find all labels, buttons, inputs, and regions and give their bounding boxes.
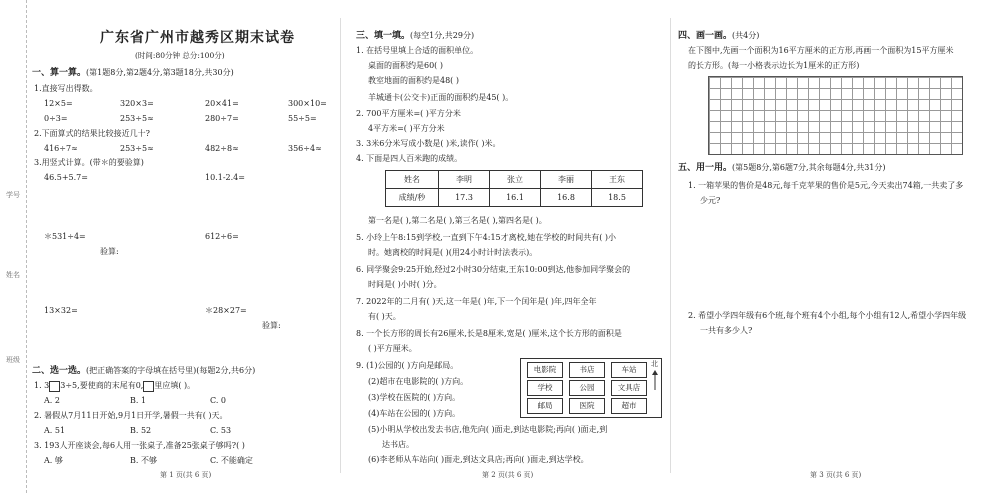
section-1-title: 一、算一算。 — [32, 68, 87, 78]
table-cell: 18.5 — [592, 189, 643, 207]
section-1-note: (第1题8分,第2题4分,第3题18分,共30分) — [86, 68, 234, 77]
choice-option: A. 够 — [44, 456, 63, 465]
choice-option: C. 53 — [210, 426, 232, 435]
table-cell: 16.1 — [490, 189, 541, 207]
choice-option: B. 1 — [130, 396, 147, 405]
section-4-title: 四、画一画。 — [678, 31, 733, 41]
section-2-note: (把正确答案的字母填在括号里)(每题2分,共6分) — [86, 366, 256, 375]
choice-option: A. 51 — [44, 426, 66, 435]
section-1-heading — [32, 67, 234, 79]
exam-page-2 — [340, 0, 670, 493]
section-4-heading — [678, 30, 759, 42]
section-5-note: (第5题8分,第6题7分,其余每题4分,共31分) — [732, 163, 886, 172]
fill-question-5: 5. 小玲上午8:15到学校,一直到下午4:15才离校,她在学校的时间共有( )小 — [356, 233, 616, 242]
section-4-note: (共4分) — [732, 31, 760, 40]
page-footer: 第 1 页(共 6 页) — [160, 471, 212, 479]
fill-item: 达书店。 — [382, 440, 414, 449]
vertical-calc-item: 612÷6= — [205, 232, 239, 241]
calc-item: 280÷7= — [205, 114, 239, 123]
vertical-calc-item: 13×32= — [44, 306, 78, 315]
margin-label-class: 班级 — [6, 356, 20, 364]
table-row — [386, 189, 643, 207]
map-place-post-office: 邮局 — [527, 398, 563, 414]
exam-subtitle: (时间:80分钟 总分:100分) — [135, 51, 225, 60]
map-place-stationery: 文具店 — [611, 380, 647, 396]
vertical-calc-item: ＊28×27= — [205, 306, 247, 315]
fill-item: 时。她离校的时间是( )(用24小时计时法表示)。 — [368, 248, 538, 257]
exam-page-1 — [0, 0, 340, 493]
fill-item: 桌面的面积约是60( ) — [368, 61, 443, 70]
calc-item: 253÷5≈ — [120, 114, 154, 123]
margin-label-student-id: 学号 — [6, 191, 20, 199]
choice-option: B. 不够 — [130, 456, 157, 465]
calc-item: 12×5= — [44, 99, 73, 108]
fill-question-7: 7. 2022年的二月有( )天,这一年是( )年,下一个闰年是( )年,四年全年 — [356, 297, 597, 306]
fill-item: ( )平方厘米。 — [368, 344, 417, 353]
section-3-heading — [356, 30, 474, 42]
exam-page-3 — [670, 0, 1000, 493]
estimate-item: 482÷8≈ — [205, 144, 239, 153]
blank-box-icon — [49, 381, 60, 392]
fill-question-1: 1. 在括号里填上合适的面积单位。 — [356, 46, 479, 55]
check-label: 验算: — [262, 321, 281, 330]
vertical-calc-item: 46.5+5.7= — [44, 173, 88, 182]
calc-item: 0÷3= — [44, 114, 68, 123]
fill-item: 有( )天。 — [368, 312, 401, 321]
fill-question-4: 4. 下面是四人百米跑的成绩。 — [356, 154, 463, 163]
estimate-item: 253÷5≈ — [120, 144, 154, 153]
table-header-cell: 王东 — [592, 171, 643, 189]
vertical-calc-item: ＊531÷4= — [44, 232, 86, 241]
section-3-title: 三、填一填。 — [356, 31, 411, 41]
choice-option: A. 2 — [44, 396, 60, 405]
blank-box-icon — [143, 381, 154, 392]
calc-item: 20×41= — [205, 99, 239, 108]
word-problem-2-cont: 一共有多少人? — [700, 326, 753, 335]
question-1-1: 1.直接写出得数。 — [34, 84, 98, 93]
map-place-school: 学校 — [527, 380, 563, 396]
fill-item: 4平方米=( )平方分米 — [368, 124, 445, 133]
calc-item: 320×3= — [120, 99, 154, 108]
binding-margin — [0, 0, 27, 493]
map-place-bookstore: 书店 — [569, 362, 605, 378]
draw-instruction-line-2: 的长方形。(每一小格表示边长为1厘米的正方形) — [688, 61, 860, 70]
map-place-supermarket: 超市 — [611, 398, 647, 414]
fill-question-9: 9. (1)公园的( )方向是邮局。 — [356, 361, 459, 370]
map-place-hospital: 医院 — [569, 398, 605, 414]
estimate-item: 356÷4≈ — [288, 144, 322, 153]
margin-label-name: 姓名 — [6, 271, 20, 279]
fill-item: (4)车站在公园的( )方向。 — [368, 409, 461, 418]
section-2-title: 二、选一选。 — [32, 366, 87, 376]
table-cell: 成绩/秒 — [386, 189, 439, 207]
section-3-note: (每空1分,共29分) — [410, 31, 475, 40]
choice-question-1 — [34, 380, 195, 392]
check-label: 验算: — [100, 247, 119, 256]
fill-item: 第一名是( ),第二名是( ),第三名是( ),第四名是( )。 — [368, 216, 547, 225]
fill-item: (2)超市在电影院的( )方向。 — [368, 377, 469, 386]
drawing-grid[interactable] — [708, 76, 963, 155]
fill-item: (5)小明从学校出发去书店,他先向( )面走,到达电影院;再向( )面走,到 — [368, 425, 608, 434]
question-1-3: 3.用竖式计算。(带＊的要验算) — [34, 158, 144, 167]
fill-question-3: 3. 3米6分米写成小数是( )米,读作( )米。 — [356, 139, 501, 148]
map-place-cinema: 电影院 — [527, 362, 563, 378]
choice-question-3: 3. 193人开座谈会,每6人用一张桌子,准备25张桌子够吗?( ) — [34, 441, 245, 450]
choice-option: C. 不能确定 — [210, 456, 253, 465]
question-1-2: 2.下面算式的结果比较接近几十? — [34, 129, 150, 138]
page-footer: 第 2 页(共 6 页) — [482, 471, 534, 479]
fill-question-6: 6. 同学聚会9:25开始,经过2小时30分结束,王东10:00到达,他参加同学聚会的 — [356, 265, 631, 274]
vertical-calc-item: 10.1-2.4= — [205, 173, 245, 182]
exam-title: 广东省广州市越秀区期末试卷 — [100, 30, 295, 46]
table-header-cell: 张立 — [490, 171, 541, 189]
draw-instruction-line-1: 在下图中,先画一个面积为16平方厘米的正方形,再画一个面积为15平方厘米 — [688, 46, 954, 55]
word-problem-1-cont: 少元? — [700, 196, 721, 205]
calc-item: 300×10= — [288, 99, 327, 108]
fill-item: (3)学校在医院的( )方向。 — [368, 393, 461, 402]
fill-item: 时间是( )小时( )分。 — [368, 280, 442, 289]
north-label: 北 — [651, 360, 658, 368]
word-problem-2: 2. 希望小学四年级有6个班,每个班有4个小组,每个小组有12人,希望小学四年级 — [688, 311, 967, 320]
page-footer: 第 3 页(共 6 页) — [810, 471, 862, 479]
race-results-table — [385, 170, 643, 207]
fill-question-2: 2. 700平方厘米=( )平方分米 — [356, 109, 461, 118]
fill-item: 教室地面的面积约是48( ) — [368, 76, 459, 85]
north-arrow-icon — [651, 370, 659, 390]
table-row — [386, 171, 643, 189]
section-5-heading — [678, 162, 886, 174]
table-header-cell: 姓名 — [386, 171, 439, 189]
map-place-park: 公园 — [569, 380, 605, 396]
choice-1-part-c: 里应填( )。 — [154, 381, 196, 390]
table-header-cell: 李明 — [439, 171, 490, 189]
estimate-item: 416÷7≈ — [44, 144, 78, 153]
fill-item: (6)李老师从车站向( )面走,到达文具店;再向( )面走,到达学校。 — [368, 455, 589, 464]
choice-1-part-b: 3÷5,要使商的末尾有0, — [60, 381, 144, 390]
choice-option: B. 52 — [130, 426, 152, 435]
choice-question-2: 2. 暑假从7月11日开始,9月1日开学,暑假一共有( )天。 — [34, 411, 228, 420]
choice-option: C. 0 — [210, 396, 227, 405]
table-cell: 16.8 — [541, 189, 592, 207]
fill-item: 羊城通卡(公交卡)正面的面积约是45( )。 — [368, 93, 514, 102]
place-map — [520, 358, 662, 418]
table-cell: 17.3 — [439, 189, 490, 207]
map-place-station: 车站 — [611, 362, 647, 378]
section-5-title: 五、用一用。 — [678, 163, 733, 173]
word-problem-1: 1. 一箱苹果的售价是48元,每千克苹果的售价是5元,今天卖出74箱,一共卖了多 — [688, 181, 964, 190]
table-header-cell: 李丽 — [541, 171, 592, 189]
fill-question-8: 8. 一个长方形的周长有26厘米,长是8厘米,宽是( )厘米,这个长方形的面积是 — [356, 329, 622, 338]
calc-item: 55÷5= — [288, 114, 317, 123]
section-2-heading — [32, 365, 255, 377]
choice-1-part-a: 1. 3 — [34, 381, 50, 390]
